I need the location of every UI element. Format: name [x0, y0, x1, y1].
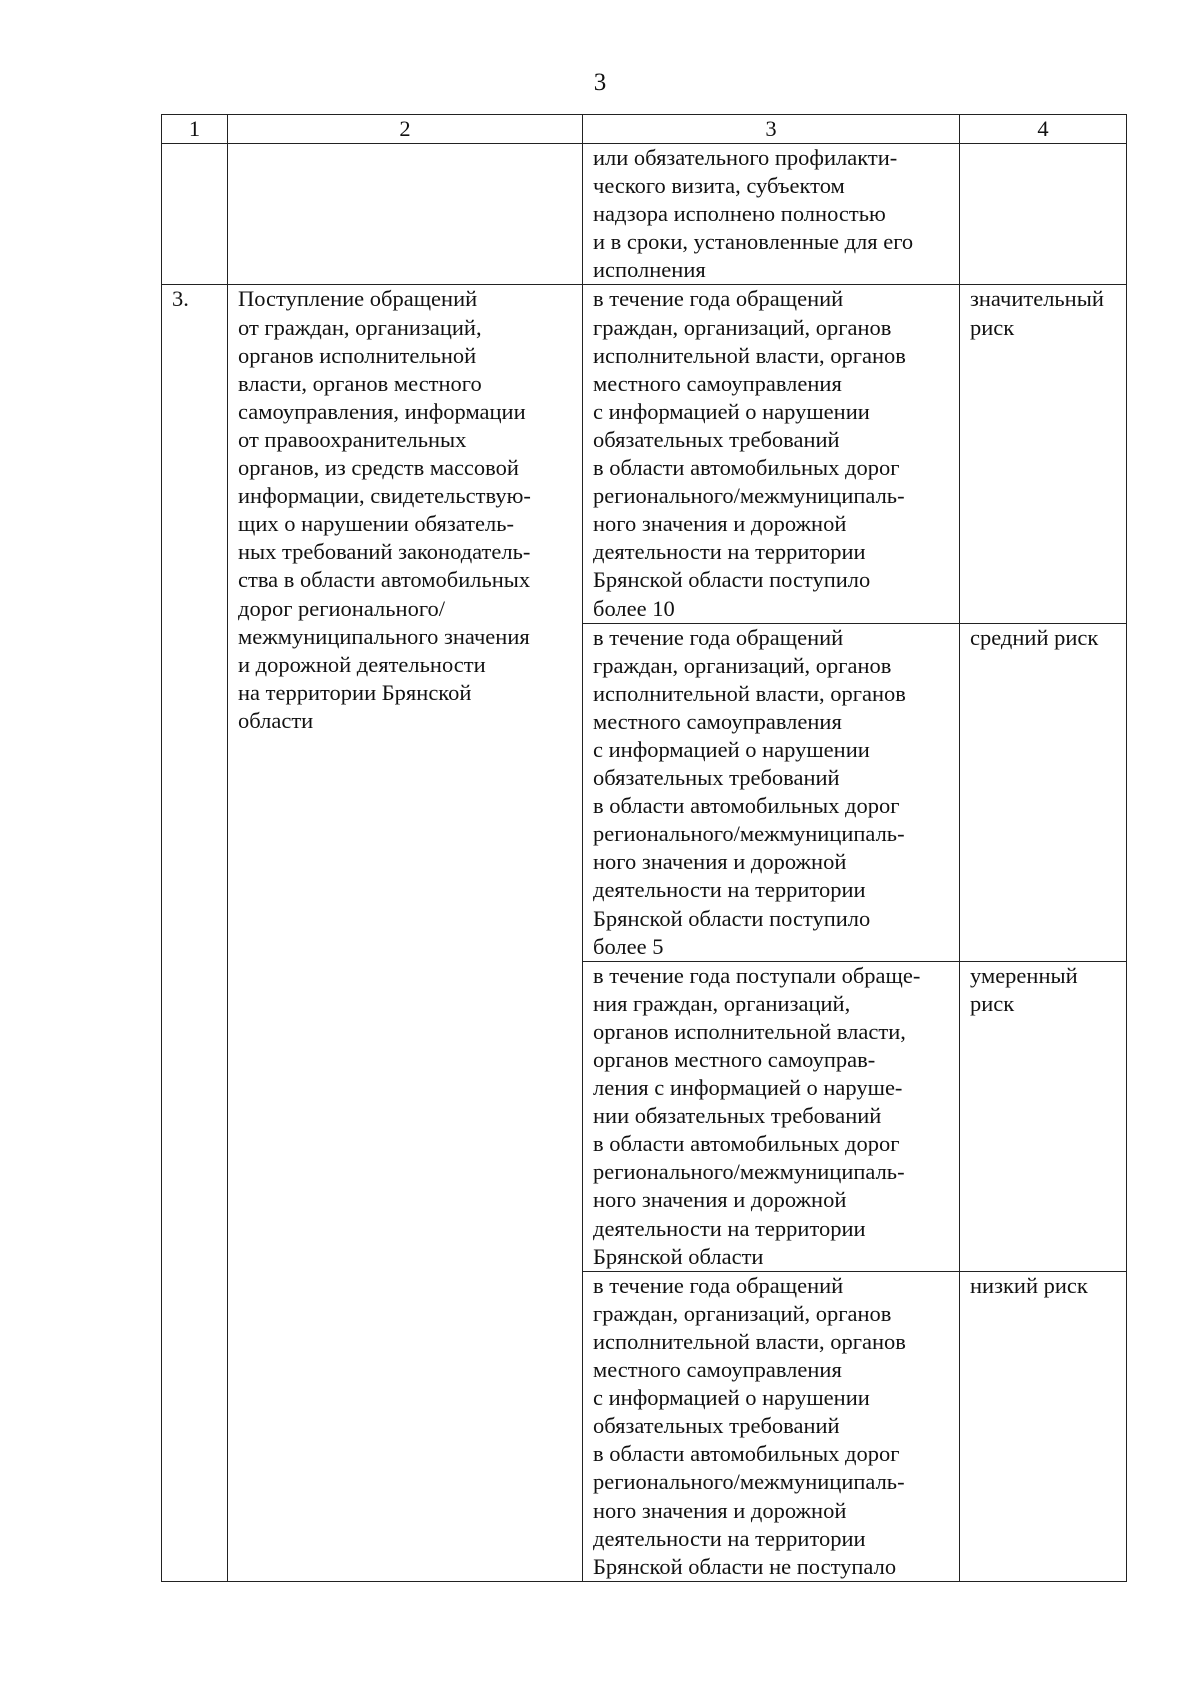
criteria-cell: в течение года поступали обраще- ния граждан, организаций, органов исполнительной власти, органов местного самоуправ- ления с информацией о наруше- нии обязательных требований в области автомобильных дорог регионального/межмуниципаль- ного значения и дорожной деятельности на территории Брянской области — [583, 961, 960, 1271]
risk-level-cell: значительный риск — [960, 285, 1127, 623]
table-row — [162, 285, 1127, 623]
criteria-cell: в течение года обращений граждан, организаций, органов исполнительной власти, органов местного самоуправления с информацией о нарушении обязательных требований в области автомобильных дорог регионального/межмуниципаль- ного значения и дорожной деятельности на территории Брянской области поступило более 10 — [583, 285, 960, 623]
continuation-col-1 — [162, 144, 228, 285]
header-col-1: 1 — [162, 115, 228, 144]
table-header-row — [162, 115, 1127, 144]
continuation-col-4 — [960, 144, 1127, 285]
risk-level-cell: средний риск — [960, 623, 1127, 961]
row-number-cell: 3. — [162, 285, 228, 1581]
risk-level-cell: умеренный риск — [960, 961, 1127, 1271]
indicator-cell: Поступление обращений от граждан, организаций, органов исполнительной власти, органов местного самоуправления, информации от правоохранительных органов, из средств массовой информации, свидетельствую- щих о нарушении обязатель- ных требований законодатель- ства в области автомобильных дорог регионального/ межмуниципального значения и дорожной деятельности на территории Брянской области — [228, 285, 583, 1581]
risk-level-cell: низкий риск — [960, 1271, 1127, 1581]
continuation-row — [162, 144, 1127, 285]
header-col-3: 3 — [583, 115, 960, 144]
risk-indicators-table — [161, 114, 1127, 1582]
criteria-cell: в течение года обращений граждан, организаций, органов исполнительной власти, органов местного самоуправления с информацией о нарушении обязательных требований в области автомобильных дорог регионального/межмуниципаль- ного значения и дорожной деятельности на территории Брянской области не поступало — [583, 1271, 960, 1581]
criteria-cell: в течение года обращений граждан, организаций, органов исполнительной власти, органов местного самоуправления с информацией о нарушении обязательных требований в области автомобильных дорог регионального/межмуниципаль- ного значения и дорожной деятельности на территории Брянской области поступило более 5 — [583, 623, 960, 961]
header-col-2: 2 — [228, 115, 583, 144]
page-number: 3 — [593, 69, 607, 96]
continuation-col-2 — [228, 144, 583, 285]
continuation-criteria-cell: или обязательного профилакти- ческого визита, субъектом надзора исполнено полностью и в сроки, установленные для его исполнения — [583, 144, 960, 285]
header-col-4: 4 — [960, 115, 1127, 144]
